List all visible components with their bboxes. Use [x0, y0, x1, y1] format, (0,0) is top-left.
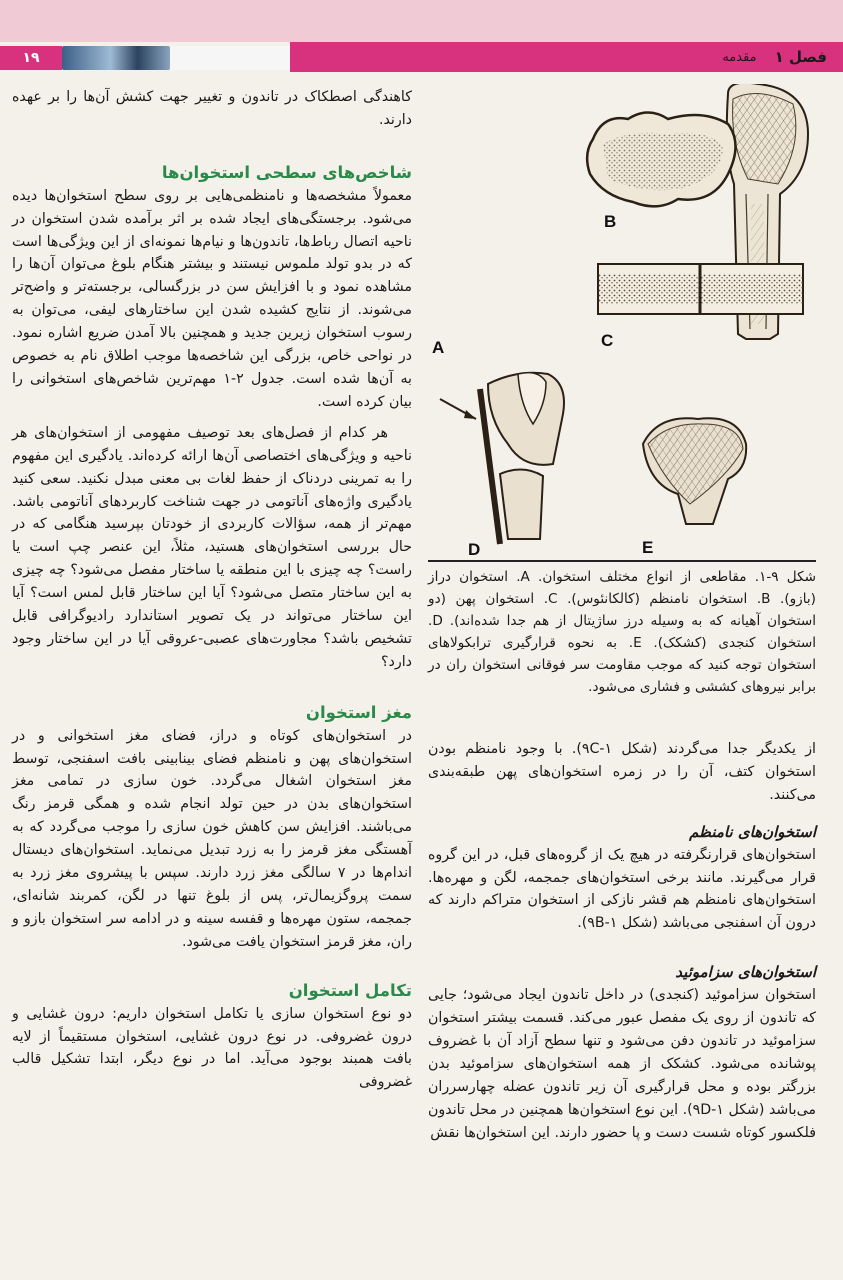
femur-head-section: [643, 418, 746, 524]
paragraph: استخوان‌های قرارنگرفته در هیچ یک از گروه‌های قبل، در این گروه قرار می‌گیرند. مانند برخی استخوان‌های جمجمه، لگن و مهره‌ها. استخوان‌های نامنظم هم قشر نازکی از استخوان متراکم دارند که درون آن اسفنجی می‌باشد (شکل ۹B-۱).: [428, 846, 816, 932]
calcaneus-section: [587, 113, 735, 207]
top-margin-tint: [0, 0, 843, 42]
heading-bone-development: تکامل استخوان: [288, 980, 412, 1000]
heading-irregular-bones: استخوان‌های نامنظم: [689, 822, 816, 841]
figure-divider: [428, 560, 816, 562]
paragraph: هر کدام از فصل‌های بعد توصیف مفهومی از استخوان‌های هر ناحیه و ویژگی‌های اختصاصی آن‌ها ارائه کرده‌اند. یادگیری این مفهوم را به تمرینی دردناک از حفظ لغات بی معنی مبدل نکنید. سعی کنید یادگیری واژه‌های آناتومی در جهت شناخت کاربردهای آناتومی باشد. مهم‌تر از همه، سؤالات کاربردی از خودتان بپرسید هنگامی که در حال بررسی استخوان‌های هستید، مثلاً، این عنصر چپ است یا راست؟ چه چیزی با این منطقه یا ساختار مفصل می‌شود؟ چه چیزی به این ساختار متصل می‌شود؟ آیا این ساختار قابل لمس است؟ آیا این ساختار می‌تواند در یک تصویر استاندارد رادیوگرافی قابل تشخیص باشد؟ مجاورت‌های عصبی-عروقی آیا در این ساختار وجود دارد؟: [12, 424, 412, 670]
paragraph: معمولاً مشخصه‌ها و نامنظمی‌هایی بر روی سطح استخوان‌ها دیده می‌شود. برجستگی‌های ایجاد شده بر اثر برآمده شدن استخوان در ناحیه اتصال رباط‌ها، تاندون‌ها و نیام‌ها نمونه‌ای از این ویژگی‌ها است که در بدو تولد ملموس نیستند و بیشتر هنگام بلوغ می‌توان آن‌ها را مشاهده نمود و با افزایش سن در بزرگسالی، برجسته‌تر و واضح‌تر می‌شوند. از نتایج کشیده شدن این ساختارهای لیفی، می‌توان به رسوب استخوان زیرین جدید و همچنین بالا آمدن ضریع اشاره نمود. در نواحی خاص، بزرگی این شاخصه‌ها موجب اطلاق نام به خصوص به آن‌ها شده است. جدول ۲-۱ مهم‌ترین شاخص‌های استخوانی را بیان کرده است.: [12, 187, 412, 410]
heading-sesamoid-bones: استخوان‌های سزاموئید: [675, 963, 816, 982]
header-spacer: [170, 46, 290, 70]
right-column: [428, 738, 816, 1145]
header-image: [62, 46, 170, 70]
figure-label-a: A: [432, 338, 445, 357]
page-number: ۱۹: [0, 46, 62, 70]
patella-section: [440, 373, 564, 544]
paragraph: در استخوان‌های کوتاه و دراز، فضای مغز استخوانی و در استخوان‌های پهن و نامنظم فضای بینابینی بافت اسفنجی، توسط مغز استخوان اشغال می‌گردد. خون سازی در تمامی مغز استخوان‌های بدن در حین تولد انجام شده و همگی قرمز رنگ می‌باشند. افزایش سن کاهش خون سازی را موجب می‌گردد که به آهستگی مغز قرمز را به زرد تبدیل می‌نماید. استخوان‌های دیستال اندام‌ها در ۷ سالگی مغز زرد دارند. سپس با پیشروی مغز زرد به سمت پروگزیمال‌تر، پس از بلوغ تنها در لگن، کمربند شانه‌ای، جمجمه، ستون مهره‌ها و قفسه سینه و در ادامه سر استخوان بازو و ران، مغز قرمز استخوان یافت می‌شود.: [12, 727, 412, 950]
bone-types-figure: [428, 84, 816, 562]
flat-bone-section: [598, 264, 803, 314]
paragraph: استخوان سزاموئید (کنجدی) در داخل تاندون ایجاد می‌شود؛ جایی که تاندون از روی یک مفصل عبور می‌کند. قسمت بیشتر استخوان سزاموئید در تاندون دفن می‌شود و تنها سطح آزاد آن با غضروف پوشانده می‌شود. کشکک از همه استخوان‌های سزاموئید بدن بزرگتر بوده و محل قرارگیری آن زیر تاندون عضله چهارسرران می‌باشد (شکل ۹D-۱). این نوع استخوان‌ها همچنین در محل تاندون فلکسور کوتاه شست دست و پا حضور دارند. این استخوان‌ها نقش: [428, 987, 816, 1141]
figure-label-e: E: [642, 538, 654, 557]
header-text: [300, 46, 843, 68]
figure-caption: شکل ۹-۱. مقاطعی از انواع مختلف استخوان. A. استخوان دراز (بازو). B. استخوان نامنظم (کالکانئوس). C. استخوان پهن (دو استخوان آهیانه که به وسیله درز ساژیتال از هم جدا شده‌اند). D. استخوان کنجدی (کشکک). E. به نحوه قرارگیری ترابکولاهای استخوان توجه کنید که موجب مقاومت سر فوقانی استخوان ران در برابر نیروهای کششی و فشاری می‌شود.: [428, 569, 817, 695]
figure-label-d: D: [468, 540, 481, 559]
paragraph: دو نوع استخوان سازی یا تکامل استخوان داریم: درون غشایی و درون غضروفی. در نوع درون غشایی، استخوان مستقیماً از لایه بافت همبند بوجود می‌آید. اما در نوع دیگر، ابتدا تشکیل قالب غضروفی: [12, 1005, 412, 1091]
paragraph: کاهندگی اصطکاک در تاندون و تغییر جهت کشش آن‌ها را بر عهده دارند.: [12, 89, 412, 128]
heading-surface-markings: شاخص‌های سطحی استخوان‌ها: [161, 162, 412, 182]
page-header: [0, 42, 843, 72]
heading-bone-marrow: مغز استخوان: [305, 702, 412, 722]
chapter-label: فصل ۱: [774, 48, 827, 66]
figure-label-c: C: [601, 331, 614, 350]
left-column: [12, 86, 412, 1094]
paragraph: از یکدیگر جدا می‌گردند (شکل ۹C-۱). با وجود نامنظم بودن استخوان کتف، آن را در زمره استخوان‌های پهن طبقه‌بندی می‌کنند.: [428, 741, 816, 803]
figure-label-b: B: [604, 212, 617, 231]
chapter-subtitle: مقدمه: [722, 49, 757, 65]
